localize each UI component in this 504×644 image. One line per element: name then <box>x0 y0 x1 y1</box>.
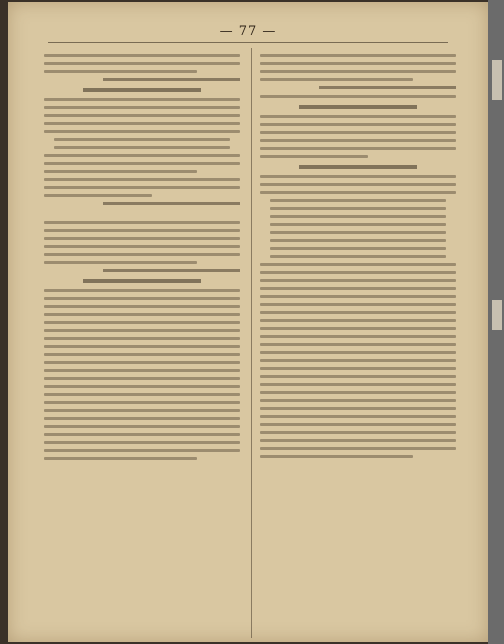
right-column <box>260 50 456 463</box>
text-line <box>44 70 197 73</box>
text-line <box>260 359 456 362</box>
text-line <box>260 431 456 434</box>
text-line <box>260 295 456 298</box>
page-number: — 77 — <box>219 24 277 39</box>
text-line <box>44 62 240 65</box>
text-line <box>260 319 456 322</box>
text-line <box>44 433 240 436</box>
text-line <box>44 329 240 332</box>
text-line <box>270 239 446 242</box>
signature-line <box>103 202 240 205</box>
text-line <box>44 130 240 133</box>
text-line <box>260 327 456 330</box>
signature-line <box>103 78 240 81</box>
text-line <box>260 391 456 394</box>
text-line <box>260 115 456 118</box>
section-heading <box>299 105 417 109</box>
text-line <box>260 54 456 57</box>
gazette-page <box>8 2 488 642</box>
text-line <box>260 311 456 314</box>
text-line <box>44 162 240 165</box>
text-line <box>260 175 456 178</box>
text-line <box>44 425 240 428</box>
text-line <box>260 335 456 338</box>
signature-line <box>319 86 456 89</box>
text-line <box>44 186 240 189</box>
text-line <box>260 183 456 186</box>
text-line <box>270 199 446 202</box>
text-line <box>44 245 240 248</box>
text-line <box>260 343 456 346</box>
text-line <box>44 305 240 308</box>
text-line <box>260 78 413 81</box>
text-line <box>260 70 456 73</box>
index-tab <box>492 300 502 330</box>
text-line <box>270 231 446 234</box>
text-line <box>44 261 197 264</box>
text-line <box>260 351 456 354</box>
text-line <box>44 409 240 412</box>
text-line <box>44 353 240 356</box>
text-line <box>44 114 240 117</box>
text-line <box>260 455 413 458</box>
text-line <box>54 146 230 149</box>
text-line <box>260 375 456 378</box>
text-line <box>44 154 240 157</box>
text-line <box>260 155 368 158</box>
text-line <box>44 449 240 452</box>
section-heading <box>83 88 201 92</box>
text-line <box>44 385 240 388</box>
text-line <box>260 191 456 194</box>
text-line <box>44 457 197 460</box>
text-line <box>44 441 240 444</box>
text-line <box>260 279 456 282</box>
text-line <box>260 95 456 98</box>
text-line <box>44 361 240 364</box>
text-line <box>260 303 456 306</box>
text-line <box>260 367 456 370</box>
text-line <box>260 123 456 126</box>
text-line <box>44 369 240 372</box>
section-heading <box>83 279 201 283</box>
text-line <box>260 62 456 65</box>
text-line <box>260 139 456 142</box>
text-line <box>54 138 230 141</box>
text-line <box>260 447 456 450</box>
header-rule <box>48 42 448 43</box>
text-line <box>260 415 456 418</box>
text-line <box>44 345 240 348</box>
text-line <box>44 237 240 240</box>
text-line <box>260 439 456 442</box>
text-line <box>44 313 240 316</box>
text-line <box>260 131 456 134</box>
text-line <box>44 321 240 324</box>
column-divider <box>251 48 252 638</box>
text-line <box>270 207 446 210</box>
section-heading <box>299 165 417 169</box>
text-line <box>44 393 240 396</box>
text-line <box>44 377 240 380</box>
text-line <box>44 98 240 101</box>
text-line <box>260 407 456 410</box>
scan-edge <box>488 0 504 644</box>
text-line <box>44 337 240 340</box>
text-line <box>44 122 240 125</box>
text-line <box>270 223 446 226</box>
text-line <box>260 383 456 386</box>
text-line <box>260 147 456 150</box>
text-line <box>270 247 446 250</box>
text-line <box>260 263 456 266</box>
text-line <box>260 287 456 290</box>
text-line <box>44 54 240 57</box>
text-line <box>260 399 456 402</box>
text-line <box>44 289 240 292</box>
text-line <box>44 178 240 181</box>
text-line <box>44 401 240 404</box>
signature-line <box>103 269 240 272</box>
left-column <box>44 50 240 465</box>
text-line <box>260 271 456 274</box>
text-line <box>44 229 240 232</box>
text-line <box>270 215 446 218</box>
text-line <box>44 106 240 109</box>
text-line <box>260 423 456 426</box>
text-line <box>44 170 197 173</box>
text-line <box>44 194 152 197</box>
text-line <box>270 255 446 258</box>
text-line <box>44 253 240 256</box>
text-line <box>44 417 240 420</box>
text-line <box>44 221 240 224</box>
index-tab <box>492 60 502 100</box>
text-line <box>44 297 240 300</box>
